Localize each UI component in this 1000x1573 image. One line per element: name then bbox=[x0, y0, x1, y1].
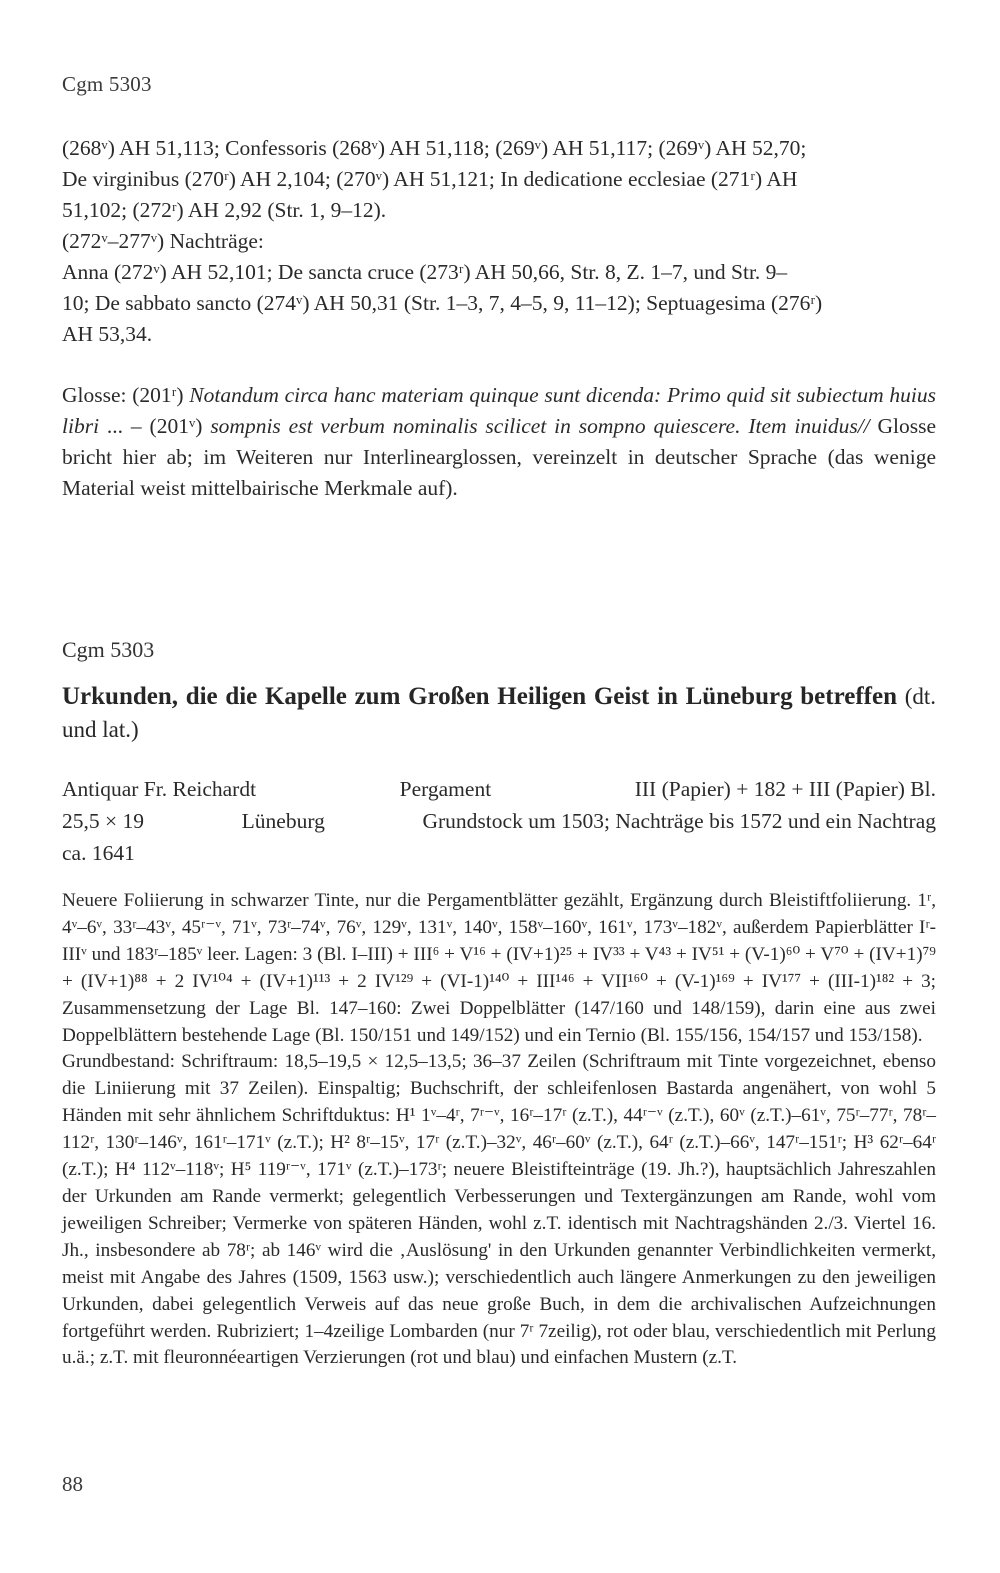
hymn-list-line: 10; De sabbato sancto (274ᵛ) AH 50,31 (Str. 1–3, 7, 4–5, 9, 11–12); Septuagesima (276ʳ) bbox=[62, 291, 823, 315]
hymn-list-block bbox=[62, 133, 936, 350]
glosse-locator: (201ᵛ) bbox=[149, 414, 203, 438]
metadata-line bbox=[62, 773, 936, 805]
dating: Grundstock um 1503; Nachträge bis 1572 und ein Nachtrag bbox=[422, 809, 936, 833]
section-signature: Cgm 5303 bbox=[62, 637, 155, 662]
heading-title: Urkunden, die die Kapelle zum Großen Heiligen Geist in Lüneburg betreffen bbox=[62, 683, 897, 710]
glosse-incipit: Notandum circa hanc materiam quinque sunt dicenda: Primo quid sit subiectum huius libri bbox=[62, 383, 936, 438]
glosse-label: Glosse: bbox=[62, 383, 127, 407]
description-paragraph: Neuere Foliierung in schwarzer Tinte, nur die Pergamentblätter gezählt, Ergänzung durch Bleistiftfoliierung. 1ʳ, 4ᵛ–6ᵛ, 33ʳ–43ᵛ, 45ʳ⁻ᵛ, 71ᵛ, 73ʳ–74ᵛ, 76ᵛ, 129ᵛ, 131ᵛ, 140ᵛ, 158ᵛ–160ᵛ, 161ᵛ, 173ᵛ–182ᵛ, außerdem Papierblätter Iʳ-IIIᵛ und 183ʳ–185ᵛ leer. Lagen: 3 (Bl. I–III) + III⁶ + V¹⁶ + (IV+1)²⁵ + IV³³ + V⁴³ + IV⁵¹ + (V-1)⁶⁰ + V⁷⁰ + (IV+1)⁷⁹ + (IV+1)⁸⁸ + 2 IV¹⁰⁴ + (IV+1)¹¹³ + 2 IV¹²⁹ + (VI-1)¹⁴⁰ + III¹⁴⁶ + VII¹⁶⁰ + (V-1)¹⁶⁹ + IV¹⁷⁷ + (III-1)¹⁸² + 3; Zusammensetzung der Lage Bl. 147–160: Zwei Doppelblätter (147/160 und 148/159), darin eine aus zwei Doppelblättern bestehende Lage (Bl. 150/151 und 149/152) und ein Ternio (Bl. 155/156, 154/157 und 153/158). bbox=[62, 890, 936, 1046]
leaf-count: III (Papier) + 182 + III (Papier) Bl. bbox=[634, 777, 936, 801]
hymn-list-line: Anna (272ᵛ) AH 52,101; De sancta cruce (273ʳ) AH 50,66, Str. 8, Z. 1–7, und Str. 9– bbox=[62, 260, 788, 284]
hymn-list-line: AH 53,34. bbox=[62, 322, 153, 346]
glosse-explicit: sompnis est verbum nominalis scilicet in sompno quiescere. Item inuidus// bbox=[210, 414, 870, 438]
metadata-line bbox=[62, 805, 936, 837]
provenance: Antiquar Fr. Reichardt bbox=[62, 777, 257, 801]
hymn-list-line: De virginibus (270ʳ) AH 2,104; (270ᵛ) AH 51,121; In dedicatione ecclesiae (271ʳ) AH bbox=[62, 167, 798, 191]
section-heading bbox=[62, 680, 936, 746]
hymn-list-line: 51,102; (272ʳ) AH 2,92 (Str. 1, 9–12). bbox=[62, 198, 387, 222]
glosse-ellipsis: ... – bbox=[106, 414, 142, 438]
glosse-paragraph bbox=[62, 380, 936, 504]
manuscript-metadata bbox=[62, 773, 936, 869]
hymn-list-line: (268ᵛ) AH 51,113; Confessoris (268ᵛ) AH 51,118; (269ᵛ) AH 51,117; (269ᵛ) AH 52,70; bbox=[62, 136, 807, 160]
heading-language: (dt. und lat.) bbox=[62, 684, 936, 742]
page-number: 88 bbox=[62, 1472, 83, 1496]
codicological-description bbox=[62, 888, 936, 1372]
running-head: Cgm 5303 bbox=[62, 72, 152, 96]
hymn-list-line: (272ᵛ–277ᵛ) Nachträge: bbox=[62, 229, 264, 253]
dating-continued: ca. 1641 bbox=[62, 841, 135, 865]
origin-place: Lüneburg bbox=[241, 809, 325, 833]
material: Pergament bbox=[399, 777, 492, 801]
metadata-line bbox=[62, 837, 936, 869]
glosse-locator: (201ʳ) bbox=[132, 383, 184, 407]
glosse-note: Glosse bricht hier ab; im Weiteren nur Interlinearglossen, vereinzelt in deutscher Sprache (das wenige Material weist mittelbairische Merkmale auf). bbox=[62, 414, 937, 500]
dimensions: 25,5 × 19 bbox=[62, 809, 145, 833]
description-paragraph: Grundbestand: Schriftraum: 18,5–19,5 × 12,5–13,5; 36–37 Zeilen (Schriftraum mit Tinte vorgezeichnet, ebenso die Liniierung mit 37 Zeilen). Einspaltig; Buchschrift, der schleifenlosen Bastarda angenähert, von wohl 5 Händen mit sehr ähnlichem Schriftduktus: H¹ 1ᵛ–4ʳ, 7ʳ⁻ᵛ, 16ʳ–17ʳ (z.T.), 44ʳ⁻ᵛ (z.T.), 60ᵛ (z.T.)–61ᵛ, 75ʳ–77ʳ, 78ʳ–112ʳ, 130ʳ–146ᵛ, 161ʳ–171ᵛ (z.T.); H² 8ʳ–15ᵛ, 17ʳ (z.T.)–32ᵛ, 46ʳ–60ᵛ (z.T.), 64ʳ (z.T.)–66ᵛ, 147ʳ–151ʳ; H³ 62ʳ–64ʳ (z.T.); H⁴ 112ᵛ–118ᵛ; H⁵ 119ʳ⁻ᵛ, 171ᵛ (z.T.)–173ʳ; neuere Bleistifteinträge (19. Jh.?), hauptsächlich Jahreszahlen der Urkunden am Rande vermerkt; gelegentlich Verbesserungen und Textergänzungen am Rande, wohl vom jeweiligen Schreiber; Vermerke von späteren Händen, wohl z.T. identisch mit Nachtragshänden 2./3. Viertel 16. Jh., insbesondere ab 78ʳ; ab 146ᵛ wird die ‚Auslösung' in den Urkunden genannter Verbindlichkeiten vermerkt, meist mit Angabe des Jahres (1509, 1563 usw.); verschiedentlich auch längere Anmerkungen zu den jeweiligen Urkunden, dabei gelegentlich Verweis auf das neue große Buch, in dem die archivalischen Aufzeichnungen fortgeführt werden. Rubriziert; 1–4zeilige Lombarden (nur 7ʳ 7zeilig), rot oder blau, verschiedentlich mit Perlung u.ä.; z.T. mit fleuronnéeartigen Verzierungen (rot und blau) und einfachen Mustern (z.T. bbox=[62, 1051, 936, 1369]
